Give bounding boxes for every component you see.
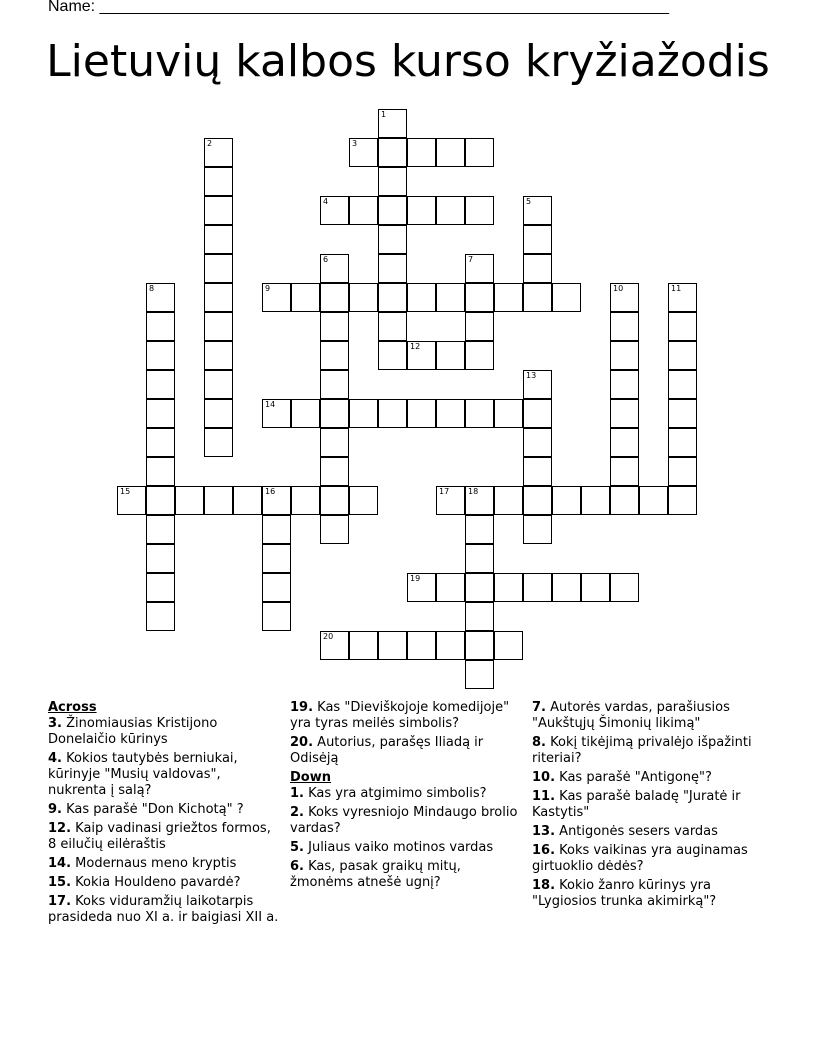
clue-across: 9. Kas parašė "Don Kichotą" ? [48,802,244,817]
crossword-cell[interactable] [146,602,175,631]
crossword-cell[interactable] [668,428,697,457]
crossword-cell[interactable] [146,283,175,312]
crossword-cell[interactable] [668,341,697,370]
crossword-cell[interactable] [204,341,233,370]
crossword-cell[interactable] [436,486,465,515]
clue-down: 6. Kas, pasak graikų mitų, žmonėms atnešė ugnį? [290,859,461,890]
clue-number: 2 [207,139,213,148]
crossword-cell[interactable] [204,167,233,196]
crossword-cell[interactable] [146,544,175,573]
crossword-cell[interactable] [610,399,639,428]
clue-number: 16 [265,487,276,496]
clue-down: 11. Kas parašė baladę "Juratė ir Kastytis" [532,789,741,820]
crossword-cell[interactable] [523,196,552,225]
crossword-cell[interactable] [668,312,697,341]
crossword-cell[interactable] [465,602,494,631]
crossword-cell[interactable] [436,196,465,225]
crossword-cell[interactable] [320,196,349,225]
crossword-cell[interactable] [262,573,291,602]
crossword-cell[interactable] [349,631,378,660]
crossword-cell[interactable] [407,138,436,167]
clue-down: 5. Juliaus vaiko motinos vardas [290,840,494,855]
crossword-cell[interactable] [494,631,523,660]
across-heading: Across [48,700,97,715]
clue-across: 20. Autorius, parašęs Iliadą ir Odisėją [290,735,484,766]
clue-number: 10 [613,284,624,293]
crossword-cell[interactable] [146,457,175,486]
crossword-cell[interactable] [146,573,175,602]
crossword-cell[interactable] [204,138,233,167]
crossword-cell[interactable] [465,283,494,312]
crossword-cell[interactable] [668,486,697,515]
crossword-cell[interactable] [610,486,639,515]
clue-number: 3 [352,139,358,148]
clue-down: 13. Antigonės sesers vardas [532,824,718,839]
crossword-cell[interactable] [378,138,407,167]
clue-number: 8 [149,284,155,293]
clue-across: 3. Žinomiausias Kristijono Donelaičio kūrinys [48,716,218,747]
clue-number: 20 [323,632,334,641]
crossword-cell[interactable] [465,312,494,341]
crossword-cell[interactable] [465,544,494,573]
down-heading: Down [290,770,331,785]
crossword-cell[interactable] [523,399,552,428]
clue-down: 18. Kokio žanro kūrinys yra "Lygiosios trunka akimirką"? [532,878,717,909]
clue-number: 11 [671,284,682,293]
crossword-cell[interactable] [494,486,523,515]
crossword-cell[interactable] [204,486,233,515]
crossword-cell[interactable] [378,167,407,196]
crossword-cell[interactable] [610,457,639,486]
crossword-cell[interactable] [407,573,436,602]
crossword-cell[interactable] [465,515,494,544]
crossword-cell[interactable] [639,486,668,515]
crossword-cell[interactable] [465,196,494,225]
crossword-cell[interactable] [407,399,436,428]
crossword-cell[interactable] [378,283,407,312]
crossword-cell[interactable] [494,573,523,602]
crossword-cell[interactable] [320,254,349,283]
clue-number: 13 [526,371,537,380]
crossword-cell[interactable] [581,573,610,602]
crossword-cell[interactable] [465,573,494,602]
crossword-cell[interactable] [407,631,436,660]
crossword-cell[interactable] [494,283,523,312]
crossword-cell[interactable] [320,457,349,486]
crossword-cell[interactable] [262,515,291,544]
crossword-cell[interactable] [668,399,697,428]
crossword-cell[interactable] [436,283,465,312]
clue-number: 14 [265,400,276,409]
crossword-cell[interactable] [436,138,465,167]
clue-across: 12. Kaip vadinasi griežtos formos, 8 eilučių eilėraštis [48,821,271,852]
crossword-cell[interactable] [146,341,175,370]
crossword-cell[interactable] [262,399,291,428]
crossword-cell[interactable] [204,254,233,283]
crossword-cell[interactable] [436,341,465,370]
clue-across: 15. Kokia Houldeno pavardė? [48,875,241,890]
crossword-cell[interactable] [320,312,349,341]
crossword-cell[interactable] [378,341,407,370]
clue-down: 7. Autorės vardas, parašiusios "Aukštųjų Šimonių likimą" [532,700,730,731]
crossword-cell[interactable] [320,370,349,399]
crossword-cell[interactable] [552,283,581,312]
crossword-cell[interactable] [291,486,320,515]
clue-down: 16. Koks vaikinas yra auginamas girtuoklio dėdės? [532,843,748,874]
clue-number: 12 [410,342,421,351]
crossword-cell[interactable] [378,109,407,138]
crossword-cell[interactable] [552,573,581,602]
crossword-cell[interactable] [146,399,175,428]
clue-number: 9 [265,284,271,293]
crossword-cell[interactable] [465,138,494,167]
crossword-cell[interactable] [117,486,146,515]
crossword-cell[interactable] [262,486,291,515]
crossword-cell[interactable] [204,283,233,312]
page-title: Lietuvių kalbos kurso kryžiažodis [46,36,770,87]
crossword-cell[interactable] [204,428,233,457]
crossword-cell[interactable] [204,225,233,254]
crossword-cell[interactable] [349,399,378,428]
clue-column-2 [290,700,522,894]
crossword-cell[interactable] [523,428,552,457]
crossword-cell[interactable] [523,370,552,399]
crossword-cell[interactable] [523,573,552,602]
crossword-cell[interactable] [668,457,697,486]
crossword-cell[interactable] [465,631,494,660]
crossword-cell[interactable] [610,312,639,341]
clue-down: 8. Kokį tikėjimą privalėjo išpažinti riteriai? [532,735,752,766]
crossword-cell[interactable] [146,428,175,457]
clue-number: 7 [468,255,474,264]
crossword-cell[interactable] [146,515,175,544]
crossword-cell[interactable] [407,196,436,225]
crossword-cell[interactable] [291,283,320,312]
crossword-cell[interactable] [668,283,697,312]
clue-number: 4 [323,197,329,206]
crossword-cell[interactable] [610,283,639,312]
clue-number: 15 [120,487,131,496]
crossword-cell[interactable] [378,225,407,254]
crossword-cell[interactable] [610,370,639,399]
name-field[interactable]: Name: ________________________________________________________________ [48,0,670,15]
crossword-cell[interactable] [378,196,407,225]
crossword-cell[interactable] [378,399,407,428]
crossword-cell[interactable] [146,312,175,341]
clue-column-1 [48,700,280,929]
crossword-cell[interactable] [436,631,465,660]
crossword-cell[interactable] [320,283,349,312]
clue-across: 14. Modernaus meno kryptis [48,856,237,871]
crossword-cell[interactable] [407,283,436,312]
crossword-cell[interactable] [320,631,349,660]
crossword-cell[interactable] [146,486,175,515]
crossword-cell[interactable] [465,486,494,515]
crossword-cell[interactable] [523,225,552,254]
crossword-cell[interactable] [465,254,494,283]
crossword-cell[interactable] [349,196,378,225]
crossword-cell[interactable] [436,399,465,428]
crossword-cell[interactable] [436,573,465,602]
crossword-cell[interactable] [523,486,552,515]
crossword-cell[interactable] [349,283,378,312]
crossword-cell[interactable] [465,399,494,428]
crossword-cell[interactable] [581,486,610,515]
crossword-cell[interactable] [349,486,378,515]
crossword-cell[interactable] [204,196,233,225]
crossword-cell[interactable] [378,254,407,283]
crossword-cell[interactable] [233,486,262,515]
crossword-cell[interactable] [175,486,204,515]
crossword-cell[interactable] [610,573,639,602]
clue-across: 19. Kas "Dieviškojoje komedijoje" yra tyras meilės simbolis? [290,700,510,731]
crossword-cell[interactable] [523,457,552,486]
crossword-cell[interactable] [262,602,291,631]
crossword-cell[interactable] [610,428,639,457]
crossword-cell[interactable] [146,370,175,399]
crossword-cell[interactable] [378,312,407,341]
crossword-cell[interactable] [552,486,581,515]
clue-across: 4. Kokios tautybės berniukai, kūrinyje "Musių valdovas", nukrenta į salą? [48,751,238,798]
clue-number: 18 [468,487,479,496]
crossword-cell[interactable] [262,283,291,312]
crossword-cell[interactable] [291,399,320,428]
crossword-cell[interactable] [320,486,349,515]
crossword-cell[interactable] [523,283,552,312]
crossword-cell[interactable] [349,138,378,167]
crossword-cell[interactable] [204,399,233,428]
clue-number: 17 [439,487,450,496]
clue-number: 6 [323,255,329,264]
clue-column-3 [532,700,768,913]
crossword-cell[interactable] [668,370,697,399]
crossword-cell[interactable] [465,341,494,370]
crossword-cell[interactable] [204,370,233,399]
crossword-cell[interactable] [610,341,639,370]
crossword-cell[interactable] [378,631,407,660]
crossword-cell[interactable] [523,515,552,544]
crossword-cell[interactable] [407,341,436,370]
crossword-cell[interactable] [320,428,349,457]
clue-down: 10. Kas parašė "Antigonę"? [532,770,712,785]
clue-number: 5 [526,197,532,206]
crossword-cell[interactable] [465,660,494,689]
crossword-cell[interactable] [204,312,233,341]
crossword-cell[interactable] [320,515,349,544]
crossword-cell[interactable] [262,544,291,573]
clue-number: 1 [381,110,387,119]
clue-down: 1. Kas yra atgimimo simbolis? [290,786,487,801]
crossword-cell[interactable] [523,254,552,283]
clue-number: 19 [410,574,421,583]
crossword-cell[interactable] [320,399,349,428]
crossword-cell[interactable] [494,399,523,428]
crossword-cell[interactable] [320,341,349,370]
clue-down: 2. Koks vyresniojo Mindaugo brolio vardas? [290,805,518,836]
clue-across: 17. Koks viduramžių laikotarpis prasideda nuo XI a. ir baigiasi XII a. [48,894,279,925]
